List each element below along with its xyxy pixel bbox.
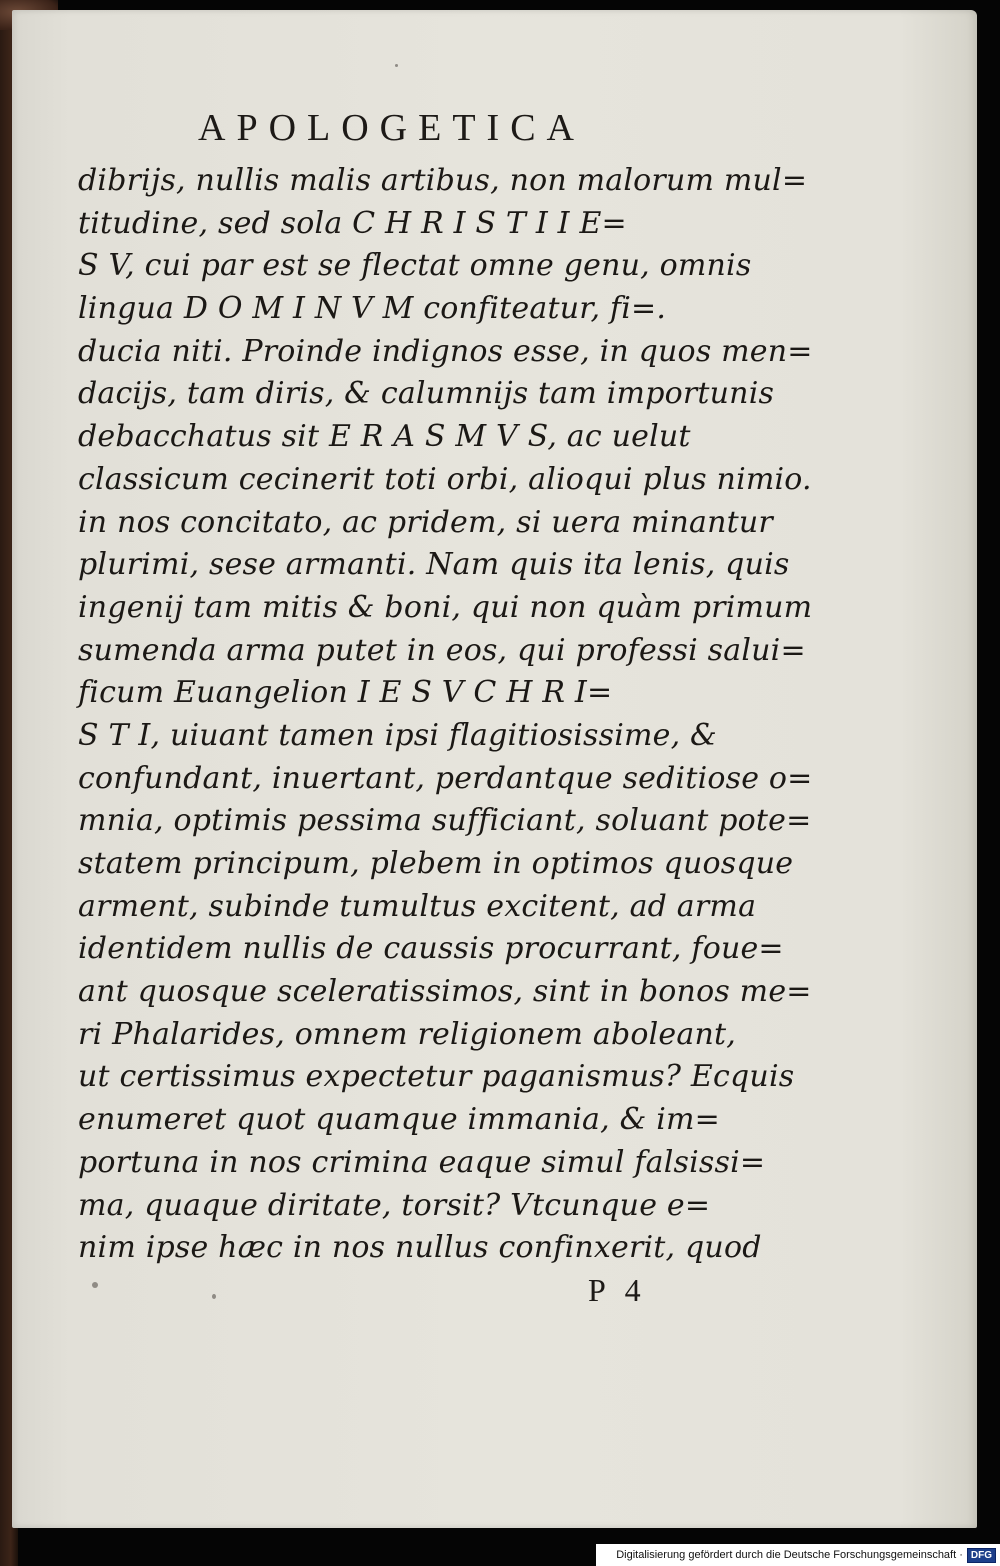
text-line: lingua D O M I N V M confiteatur, fi=. — [78, 291, 667, 327]
signature-mark: P 4 — [588, 1272, 647, 1308]
body-text — [78, 160, 813, 1270]
text-line: ducia niti. Proinde indignos esse, in quos men= — [78, 333, 813, 369]
text-line: S T I, uiuant tamen ipsi flagitiosissime, & — [78, 717, 717, 753]
book-page — [12, 10, 977, 1528]
text-line: debacchatus sit E R A S M V S, ac uelut — [78, 419, 691, 455]
text-line: dibrijs, nullis malis artibus, non malorum mul= — [78, 163, 808, 198]
text-line: statem principum, plebem in optimos quosque — [78, 846, 794, 881]
digitization-footer — [596, 1544, 1000, 1566]
text-line: identidem nullis de caussis procurrant, foue= — [78, 931, 784, 967]
text-line: classicum cecinerit toti orbi, alioqui plus nimio. — [78, 461, 812, 497]
text-line: mnia, optimis pessima sufficiant, soluant pote= — [78, 803, 812, 839]
text-line: dacijs, tam diris, & calumnijs tam importunis — [78, 376, 775, 412]
text-line: ut certissimus expectetur paganismus? Ecquis — [78, 1059, 795, 1095]
text-line: arment, subinde tumultus excitent, ad arma — [78, 888, 757, 924]
text-line: ma, quaque diritate, torsit? Vtcunque e= — [78, 1187, 711, 1223]
text-line: ri Phalarides, omnem religionem aboleant, — [78, 1016, 736, 1052]
text-line: titudine, sed sola C H R I S T I I E= — [78, 205, 627, 241]
ink-spot — [92, 1282, 98, 1288]
text-line: S V, cui par est se flectat omne genu, omnis — [78, 248, 752, 284]
text-line: enumeret quot quamque immania, & im= — [78, 1102, 721, 1138]
running-head: APOLOGETICA — [198, 107, 585, 149]
text-line: sumenda arma putet in eos, qui professi salui= — [78, 632, 806, 668]
ink-spot — [395, 64, 398, 67]
text-line: ficum Euangelion I E S V C H R I= — [78, 675, 613, 711]
text-line: nim ipse hæc in nos nullus confinxerit, quod — [78, 1230, 762, 1266]
text-line: portuna in nos crimina eaque simul falsissi= — [78, 1144, 766, 1180]
text-line: ingenij tam mitis & boni, qui non quàm primum — [78, 589, 813, 625]
text-line: in nos concitato, ac pridem, si uera minantur — [78, 504, 773, 540]
text-line: plurimi, sese armanti. Nam quis ita lenis, quis — [78, 547, 790, 583]
ink-spot — [212, 1294, 216, 1299]
footer-credit: Digitalisierung gefördert durch die Deutsche Forschungsgemeinschaft · — [616, 1549, 963, 1561]
text-line: ant quosque sceleratissimos, sint in bonos me= — [78, 974, 812, 1010]
text-line: confundant, inuertant, perdantque seditiose o= — [78, 760, 813, 796]
dfg-logo[interactable]: DFG — [967, 1548, 996, 1563]
